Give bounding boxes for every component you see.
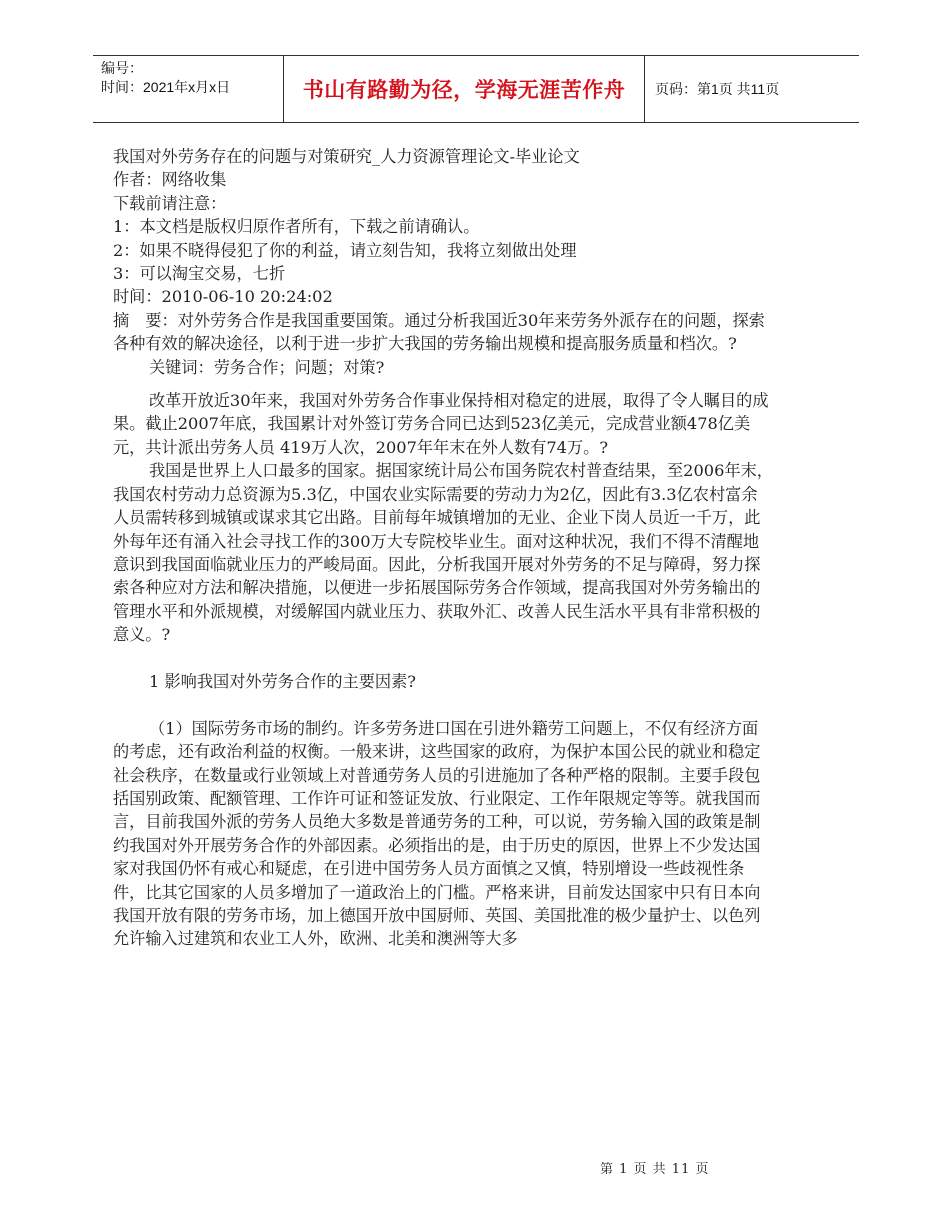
document-number-label: 编号： — [101, 60, 143, 76]
header-motto: 书山有路勤为径，学海无涯苦作舟 — [283, 56, 645, 122]
notice-item: 1：本文档是版权归原作者所有，下载之前请确认。 — [113, 217, 480, 237]
page-header — [93, 55, 859, 123]
paragraph: 我国是世界上人口最多的国家。据国家统计局公布国务院农村普查结果，至2006年末，我国农村劳动力总资源为5.3亿，中国农业实际需要的劳动力为2亿，因此有3.3亿农村富余人员需转移到城镇或谋求其它出路。目前每年城镇增加的无业、企业下岗人员近一千万，此外每年还有涌入社会寻找工作的300万大专院校毕业生。面对这种状况，我们不得不清醒地意识到我国面临就业压力的严峻局面。因此，分析我国开展对外劳务的不足与障碍，努力探索各种应对方法和解决措施，以便进一步拓展国际劳务合作领域，提高我国对外劳务输出的管理水平和外派规模，对缓解国内就业压力、获取外汇、改善人民生活水平具有非常积极的意义。? — [113, 461, 773, 645]
section-heading: 1 影响我国对外劳务合作的主要因素? — [149, 671, 416, 691]
paragraph: 改革开放近30年来，我国对外劳务合作事业保持相对稳定的进展，取得了令人瞩目的成果。截止2007年底，我国累计对外签订劳务合同已达到523亿美元，完成营业额478亿美元，共计派出劳务人员 419万人次，2007年年末在外人数有74万。? — [113, 391, 769, 457]
abstract: 摘 要：对外劳务合作是我国重要国策。通过分析我国近30年来劳务外派存在的问题，探索各种有效的解决途径，以利于进一步扩大我国的劳务输出规模和提高服务质量和档次。? — [113, 310, 765, 354]
publish-time: 时间：2010-06-10 20:24:02 — [113, 287, 333, 307]
header-meta — [93, 56, 283, 122]
document-time-label: 时间：2021年x月x日 — [101, 79, 231, 95]
paragraph: （1）国际劳务市场的制约。许多劳务进口国在引进外籍劳工问题上，不仅有经济方面的考虑，还有政治利益的权衡。一般来讲，这些国家的政府，为保护本国公民的就业和稳定社会秩序，在数量或行业领域上对普通劳务人员的引进施加了各种严格的限制。主要手段包括国别政策、配额管理、工作许可证和签证发放、行业限定、工作年限规定等等。就我国而言，目前我国外派的劳务人员绝大多数是普通劳务的工种，可以说，劳务输入国的政策是制约我国对外开展劳务合作的外部因素。必须指出的是，由于历史的原因，世界上不少发达国家对我国仍怀有戒心和疑虑，在引进中国劳务人员方面慎之又慎，特别增设一些歧视性条件，比其它国家的人员多增加了一道政治上的门槛。严格来讲，目前发达国家中只有日本向我国开放有限的劳务市场，加上德国开放中国厨师、英国、美国批准的极少量护士、以色列允许输入过建筑和农业工人外，欧洲、北美和澳洲等大多 — [113, 718, 761, 949]
document-author: 作者：网络收集 — [113, 170, 227, 190]
notice-item: 2：如果不晓得侵犯了你的利益，请立刻告知，我将立刻做出处理 — [113, 240, 577, 260]
header-page-label: 页码：第1页 共11页 — [655, 81, 780, 97]
notice-title: 下载前请注意： — [113, 193, 227, 213]
keywords: 关键词：劳务合作；问题；对策? — [149, 357, 385, 377]
page-footer: 第 1 页 共 11 页 — [600, 1162, 710, 1177]
document-body — [113, 145, 773, 951]
document-title: 我国对外劳务存在的问题与对策研究_人力资源管理论文-毕业论文 — [113, 147, 580, 166]
notice-item: 3：可以淘宝交易，七折 — [113, 264, 286, 284]
